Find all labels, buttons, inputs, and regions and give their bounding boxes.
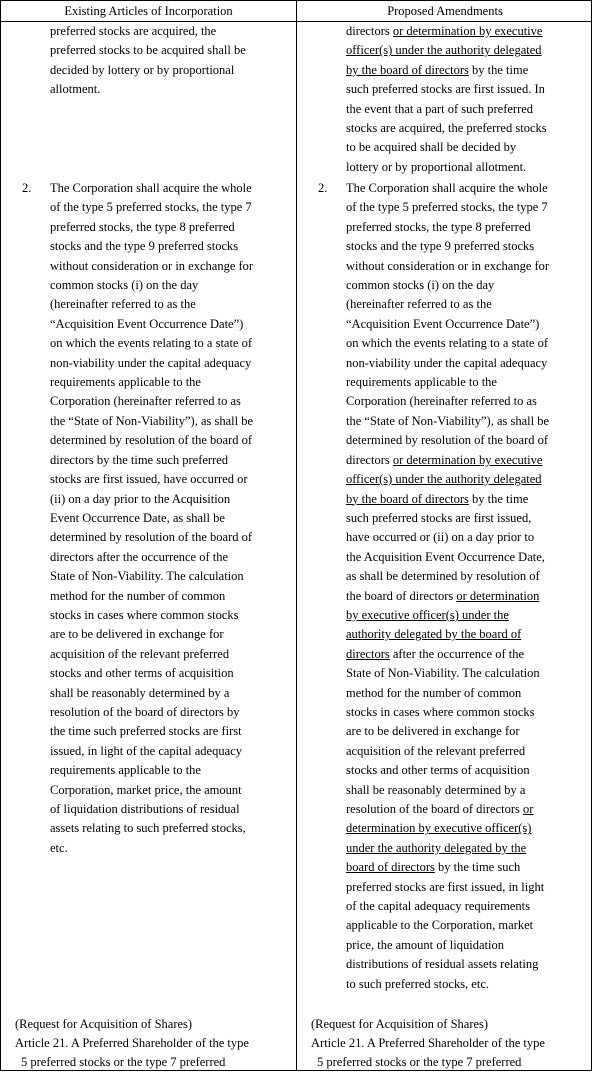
text-line — [346, 315, 592, 334]
text-line — [346, 819, 592, 838]
text-line — [346, 528, 592, 547]
text-line: Article 21. A Preferred Shareholder of the type — [311, 1036, 545, 1050]
text-segment: preferred stocks, the type 8 preferred — [346, 219, 531, 234]
text-line: issued, in light of the capital adequacy — [50, 743, 242, 758]
text-line — [346, 257, 592, 276]
text-line: of liquidation distributions of residual — [50, 802, 240, 816]
amended-text: directors — [346, 646, 390, 661]
text-line — [346, 218, 592, 237]
text-line — [346, 237, 592, 256]
text-segment: resolution of the board of directors — [346, 802, 524, 816]
amended-text: board of directors — [346, 860, 435, 875]
text-segment: as shall be determined by resolution of — [346, 569, 540, 584]
amended-text: or determination by executive — [392, 24, 543, 38]
proposed-item2-paragraph — [346, 179, 592, 994]
text-line — [346, 625, 592, 644]
text-segment: lottery or by proportional allotment. — [346, 159, 527, 174]
text-segment: of the capital adequacy requirements — [346, 899, 530, 914]
text-line: preferred stocks are acquired, the — [50, 24, 217, 38]
text-segment: acquisition of the relevant preferred — [346, 743, 526, 758]
text-line — [346, 955, 592, 974]
text-line — [346, 878, 592, 897]
text-line — [346, 548, 592, 567]
text-segment: stocks are acquired, the preferred stocks — [346, 121, 547, 136]
text-line — [346, 334, 592, 353]
text-segment: to be acquired shall be decided by — [346, 140, 517, 155]
text-line — [346, 119, 592, 138]
text-line: Corporation (hereinafter referred to as — [50, 394, 241, 409]
text-line: shall be reasonably determined by a — [50, 685, 230, 700]
text-line: stocks in cases where common stocks — [50, 607, 239, 622]
text-segment: by the time — [468, 491, 529, 506]
text-line: acquisition of the relevant preferred — [50, 646, 230, 661]
text-line — [346, 606, 592, 625]
text-line: The Corporation shall acquire the whole — [50, 181, 252, 195]
text-line: Article 21. A Preferred Shareholder of the type — [15, 1036, 249, 1050]
text-line — [346, 742, 592, 761]
text-line: preferred stocks, the type 8 preferred — [50, 219, 235, 234]
text-line: assets relating to such preferred stocks, — [50, 821, 246, 836]
existing-article-heading: (Request for Acquisition of Shares) — [15, 1017, 193, 1031]
amended-text: by the board of directors — [346, 491, 469, 506]
amended-text: officer(s) under the authority delegated — [346, 472, 542, 487]
text-line: Event Occurrence Date, as shall be — [50, 510, 225, 525]
text-line: requirements applicable to the — [50, 763, 201, 778]
text-segment: stocks and other terms of acquisition — [346, 763, 530, 778]
text-segment: such preferred stocks are first issued. In — [346, 82, 545, 97]
text-line — [346, 138, 592, 157]
text-line — [346, 490, 592, 509]
text-line — [346, 80, 592, 99]
text-line — [346, 61, 592, 80]
text-line — [346, 684, 592, 703]
text-segment: determined by resolution of the board of — [346, 433, 549, 448]
text-line: stocks and other terms of acquisition — [50, 666, 234, 681]
text-line — [346, 781, 592, 800]
text-segment: “Acquisition Event Occurrence Date”) — [346, 316, 540, 331]
text-line — [346, 22, 592, 41]
text-segment: applicable to the Corporation, market — [346, 918, 534, 933]
text-line — [346, 916, 592, 935]
existing-article-text — [15, 1034, 296, 1073]
existing-item2-paragraph — [50, 179, 296, 858]
text-line — [346, 839, 592, 858]
amended-text: or determination — [456, 588, 540, 603]
amended-text: or determination by executive — [392, 452, 543, 467]
text-line: decided by lottery or by proportional — [50, 62, 235, 77]
proposed-item-number: 2. — [318, 181, 328, 195]
amended-text: determination by executive officer(s) — [346, 821, 532, 836]
text-line: etc. — [50, 840, 68, 855]
text-segment: by the time such — [434, 860, 521, 875]
existing-item-number: 2. — [22, 181, 32, 195]
text-segment: by the time — [468, 62, 529, 77]
text-line — [346, 412, 592, 431]
text-segment: the event that a part of such preferred — [346, 101, 534, 116]
amended-text: under the authority delegated by the — [346, 840, 527, 855]
text-segment: method for the number of common — [346, 685, 522, 700]
text-line — [346, 451, 592, 470]
text-line: determined by resolution of the board of — [50, 433, 253, 448]
text-line — [346, 567, 592, 586]
text-line: preferred stocks to be acquired shall be — [50, 43, 246, 58]
proposed-article-heading: (Request for Acquisition of Shares) — [311, 1017, 489, 1031]
text-line — [346, 354, 592, 373]
text-line — [346, 975, 592, 994]
text-segment: The Corporation shall acquire the whole — [346, 181, 548, 195]
text-line: on which the events relating to a state of — [50, 336, 253, 351]
text-segment: such preferred stocks are first issued, — [346, 510, 532, 525]
text-line — [346, 179, 592, 198]
text-line: 5 preferred stocks or the type 7 preferred — [317, 1055, 522, 1070]
proposed-top-paragraph — [346, 22, 592, 177]
text-segment: have occurred or (ii) on a day prior to — [346, 530, 535, 545]
text-segment: price, the amount of liquidation — [346, 937, 504, 952]
text-line — [346, 100, 592, 119]
text-line — [346, 295, 592, 314]
text-line: non-viability under the capital adequacy — [50, 355, 252, 370]
text-line — [346, 800, 592, 819]
text-line: directors by the time such preferred — [50, 452, 229, 467]
text-line: are to be delivered in exchange for — [50, 627, 224, 642]
text-segment: stocks and the type 9 preferred stocks — [346, 239, 535, 254]
amended-text: officer(s) under the authority delegated — [346, 43, 542, 58]
text-line: directors after the occurrence of the — [50, 549, 229, 564]
text-line: method for the number of common — [50, 588, 226, 603]
text-line — [346, 158, 592, 177]
text-line — [346, 761, 592, 780]
amended-text: authority delegated by the board of — [346, 627, 522, 642]
text-line — [346, 431, 592, 450]
text-line — [346, 198, 592, 217]
text-segment: Corporation (hereinafter referred to as — [346, 394, 537, 409]
text-line: “Acquisition Event Occurrence Date”) — [50, 316, 244, 331]
text-line — [346, 722, 592, 741]
header-existing: Existing Articles of Incorporation — [64, 4, 233, 18]
text-segment: the “State of Non-Viability”), as shall be — [346, 413, 550, 428]
text-line — [346, 41, 592, 60]
text-segment: the board of directors — [346, 588, 457, 603]
text-line: (ii) on a day prior to the Acquisition — [50, 491, 231, 506]
text-line: State of Non-Viability. The calculation — [50, 569, 244, 584]
text-line — [346, 645, 592, 664]
existing-top-paragraph — [50, 22, 296, 100]
text-segment: distributions of residual assets relating — [346, 957, 539, 972]
text-segment: preferred stocks are first issued, in light — [346, 879, 545, 894]
text-line — [346, 664, 592, 683]
text-line: stocks are first issued, have occurred or — [50, 472, 248, 487]
text-line — [346, 509, 592, 528]
text-line — [346, 897, 592, 916]
text-segment: requirements applicable to the — [346, 375, 497, 390]
text-line: requirements applicable to the — [50, 375, 201, 390]
text-line — [346, 587, 592, 606]
text-line — [346, 470, 592, 489]
text-segment: to such preferred stocks, etc. — [346, 976, 489, 991]
text-line: common stocks (i) on the day — [50, 278, 199, 293]
text-segment: non-viability under the capital adequacy — [346, 355, 548, 370]
proposed-article-text — [311, 1034, 592, 1073]
text-line — [346, 858, 592, 877]
header-proposed: Proposed Amendments — [387, 4, 503, 18]
text-segment: (hereinafter referred to as the — [346, 297, 492, 312]
text-line: without consideration or in exchange for — [50, 258, 254, 273]
text-line — [346, 276, 592, 295]
text-line: determined by resolution of the board of — [50, 530, 253, 545]
text-segment: common stocks (i) on the day — [346, 278, 495, 293]
text-line: the “State of Non-Viability”), as shall be — [50, 413, 254, 428]
text-segment: shall be reasonably determined by a — [346, 782, 526, 797]
text-segment: are to be delivered in exchange for — [346, 724, 520, 739]
text-segment: directors — [346, 24, 393, 38]
text-segment: the Acquisition Event Occurrence Date, — [346, 549, 545, 564]
text-line: stocks and the type 9 preferred stocks — [50, 239, 239, 254]
text-line — [346, 373, 592, 392]
text-segment: directors — [346, 452, 393, 467]
text-segment: of the type 5 preferred stocks, the type 7 — [346, 200, 548, 215]
text-line: (hereinafter referred to as the — [50, 297, 196, 312]
text-line — [346, 392, 592, 411]
text-line — [346, 703, 592, 722]
amended-text: by executive officer(s) under the — [346, 607, 509, 622]
text-line: Corporation, market price, the amount — [50, 782, 242, 797]
text-segment: without consideration or in exchange for — [346, 258, 550, 273]
text-segment: State of Non-Viability. The calculation — [346, 666, 540, 681]
text-line: resolution of the board of directors by — [50, 704, 240, 719]
text-segment: on which the events relating to a state of — [346, 336, 549, 351]
text-line: 5 preferred stocks or the type 7 preferred — [21, 1055, 226, 1070]
text-line: of the type 5 preferred stocks, the type 7 — [50, 200, 252, 215]
amended-text: or — [523, 802, 534, 816]
text-segment: stocks in cases where common stocks — [346, 704, 535, 719]
text-segment: after the occurrence of the — [389, 646, 525, 661]
text-line: allotment. — [50, 82, 101, 97]
text-line: the time such preferred stocks are first — [50, 724, 242, 739]
text-line — [346, 936, 592, 955]
amended-text: by the board of directors — [346, 62, 469, 77]
column-divider — [296, 1, 297, 1070]
